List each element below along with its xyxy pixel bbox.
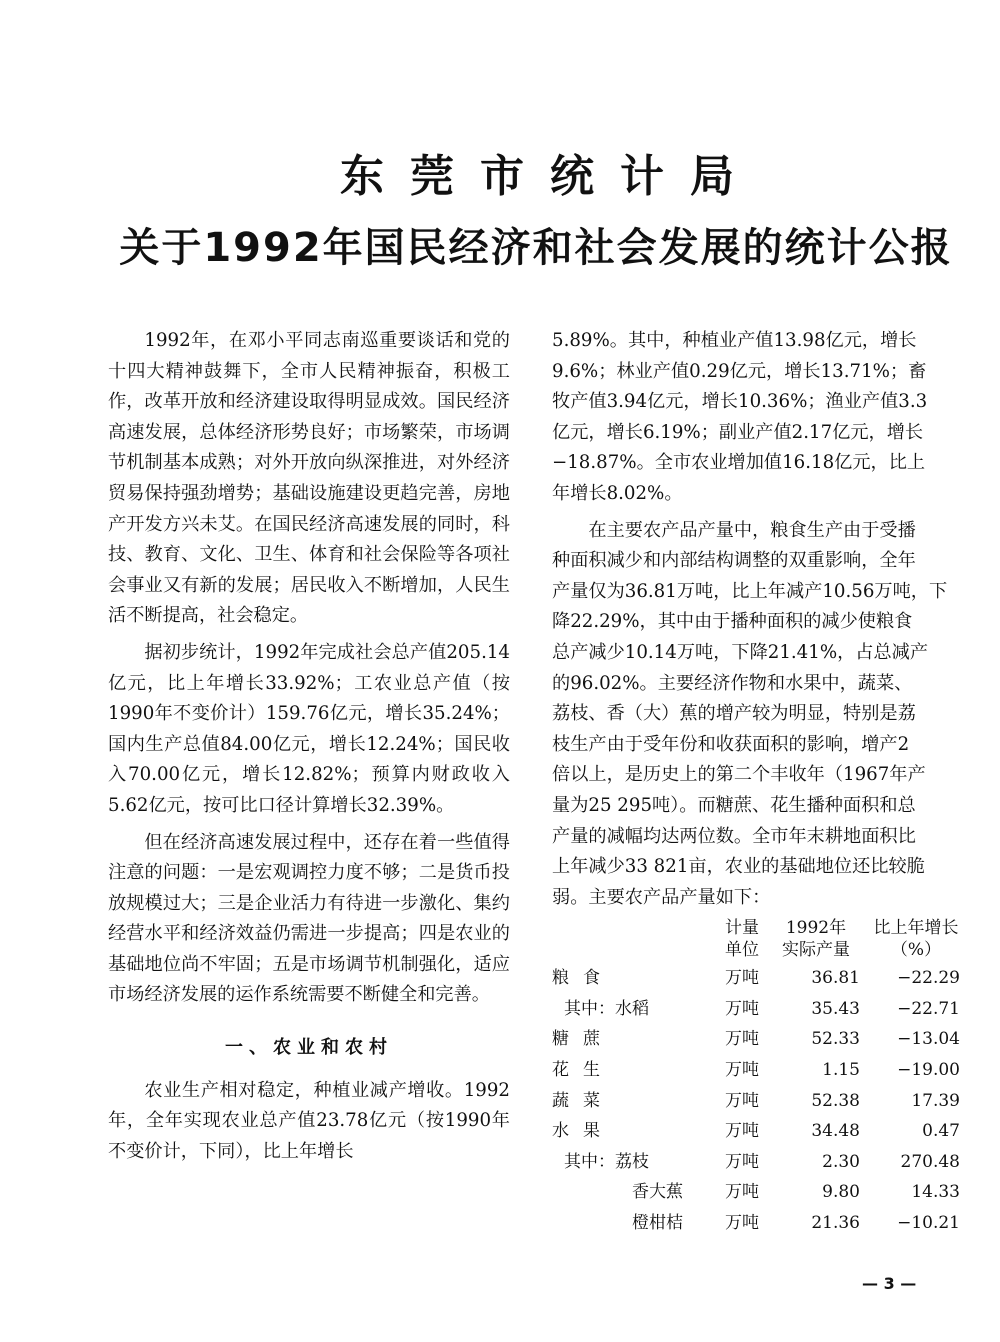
header-change: 比上年增长 （%） (873, 918, 959, 961)
text-line: 产量仅为36.81万吨，比上年减产10.56万吨，下 (552, 580, 948, 602)
table-row: 蔬菜 万吨 52.38 17.39 (552, 1090, 960, 1111)
table-row: 其中：水稻 万吨 35.43 −22.71 (564, 998, 960, 1019)
text-line: 量为25 295吨）。而糖蔗、花生播种面积和总 (552, 794, 916, 816)
table-row: 粮食 万吨 36.81 −22.29 (552, 968, 960, 989)
right-column (552, 326, 960, 1239)
text-line: 降22.29%，其中由于播种面积的减少使粮食 (552, 611, 913, 633)
paragraph-problems: 但在经济高速发展过程中，还存在着一些值得注意的问题：一是宏观调控力度不够；二是货币投放规模过大；三是企业活力有待进一步激化、集约经营水平和经济效益仍需进一步提高；四是农业的基础地位尚不牢固；五是市场调节机制强化，适应市场经济发展的运作系统需要不断健全和完善。 (108, 831, 510, 1006)
text-line: 倍以上，是历史上的第二个丰收年（1967年产 (552, 764, 926, 786)
text-line: 枝生产由于受年份和收获面积的影响，增产2 (552, 733, 910, 755)
table-row: 橙柑桔 万吨 21.36 −10.21 (632, 1213, 960, 1234)
text-line: 上年减少33 821亩，农业的基础地位还比较脆 (552, 856, 925, 878)
report-title-line2: 关于1992年国民经济和社会发展的统计公报 (119, 225, 953, 271)
text-line: 5.89%。其中，种植业产值13.98亿元，增长 (552, 330, 917, 351)
table-header (552, 917, 960, 963)
table-row: 糖蔗 万吨 52.33 −13.04 (552, 1029, 960, 1050)
left-column (108, 326, 510, 1167)
header-unit: 计量 单位 (725, 918, 759, 961)
paragraph-intro: 1992年，在邓小平同志南巡重要谈话和党的十四大精神鼓舞下，全市人民精神振奋，积极工作，改革开放和经济建设取得明显成效。国民经济高速发展，总体经济形势良好；市场繁荣，市场调节机制基本成熟；对外开放向纵深推进，对外经济贸易保持强劲增势；基础设施建设更趋完善，房地产开发方兴未艾。在国民经济高速发展的同时，科技、教育、文化、卫生、体育和社会保险等各项社会事业又有新的发展；居民收入不断增加，人民生活不断提高，社会稳定。 (108, 330, 510, 627)
text-line: 总产减少10.14万吨，下降21.41%，占总减产 (552, 641, 929, 663)
page-number: — 3 — (862, 1274, 917, 1293)
text-line: 产量的减幅均达两位数。全市年末耕地面积比 (552, 825, 916, 847)
agri-output-text (552, 326, 960, 510)
text-line: −18.87%。全市农业增加值16.18亿元，比上 (552, 452, 926, 474)
text-line: 在主要农产品产量中，粮食生产由于受播 (588, 519, 916, 541)
section-heading-agriculture: 一、农业和农村 (225, 1037, 393, 1059)
crop-output-text (552, 516, 960, 914)
text-line: 的96.02%。主要经济作物和水果中，蔬菜、 (552, 672, 913, 694)
table-row: 水果 万吨 34.48 0.47 (552, 1121, 960, 1142)
report-title-line1: 东莞市统计局 (340, 151, 760, 202)
text-line: 亿元，增长6.19%；副业产值2.17亿元，增长 (552, 421, 924, 443)
paragraph-agriculture: 农业生产相对稳定，种植业减产增收。1992年，全年实现农业总产值23.78亿元（按1990年不变价计，下同），比上年增长 (108, 1079, 510, 1162)
paragraph-overview: 据初步统计，1992年完成社会总产值205.14亿元，比上年增长33.92%；工农业总产值（按1990年不变价计）159.76亿元，增长35.24%；国内生产总值84.00亿元，增长12.24%；国民收入70.00亿元，增长12.82%；预算内财政收入5.62亿元，按可比口径计算增长32.39%。 (108, 641, 510, 816)
text-line: 荔枝、香（大）蕉的增产较为明显，特别是荔 (552, 703, 916, 725)
text-line: 牧产值3.94亿元，增长10.36%；渔业产值3.3 (552, 391, 928, 413)
text-line: 弱。主要农产品产量如下： (552, 886, 771, 908)
crop-output-table (552, 917, 960, 1238)
text-line: 种面积减少和内部结构调整的双重影响，全年 (552, 550, 916, 572)
text-line: 年增长8.02%。 (552, 482, 683, 504)
text-line: 9.6%；林业产值0.29亿元，增长13.71%；畜 (552, 360, 927, 382)
table-row: 其中：荔枝 万吨 2.30 270.48 (564, 1151, 960, 1172)
table-row: 花生 万吨 1.15 −19.00 (552, 1060, 960, 1081)
table-row: 香大蕉 万吨 9.80 14.33 (632, 1182, 960, 1203)
header-value: 1992年 实际产量 (782, 918, 850, 961)
